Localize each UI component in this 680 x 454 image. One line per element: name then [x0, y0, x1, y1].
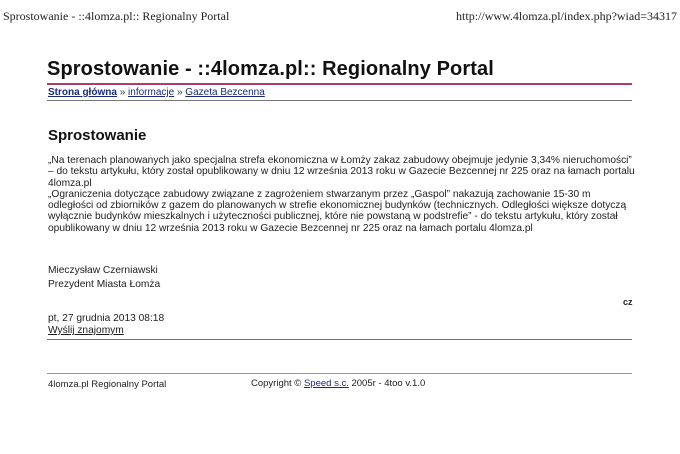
- article-paragraph: „Ograniczenia dotyczące zabudowy związane z zagrożeniem stwarzanym przez „Gaspol” nakazują zachowanie 15-30 m odległości od zbiorników z gazem do planowanych w strefie ekonomicznej budynków (technicznych. Odległości większe dotyczą wyłącznie budynków mieszkalnych i użyteczności publicznej, które nie powstaną w podstrefie” - do tekstu artykułu, który został opublikowany w dniu 12 września 2013 roku w Gazecie Bezcennej nr 225 oraz na łamach portalu 4lomza.pl: [48, 188, 627, 234]
- signature-role: Prezydent Miasta Łomża: [48, 278, 161, 290]
- page-title: Sprostowanie - ::4lomza.pl:: Regionalny Portal: [47, 58, 494, 80]
- company-link[interactable]: Speed s.c.: [303, 378, 349, 389]
- signature-name: Mieczysław Czerniawski: [48, 265, 158, 276]
- breadcrumb-home-link[interactable]: Strona główna: [48, 87, 117, 98]
- title-divider: [47, 83, 632, 85]
- article-paragraph: „Na terenach planowanych jako specjalna strefa ekonomiczna w Łomży zakaz zabudowy obejmuje jedynie 3,34% nieruchomości” – do tekstu artykułu, który został opublikowany w dniu 12 września 2013 roku w Gazecie Bezcennej nr 225 oraz na łamach portalu 4lomza.pl: [48, 155, 635, 189]
- footer-copyright: [251, 378, 425, 389]
- article-divider: [47, 339, 632, 340]
- copyright-suffix: 2005r - 4too v.1.0: [351, 378, 426, 389]
- breadcrumb-separator: »: [119, 87, 126, 98]
- footer-site-name: 4lomza.pl Regionalny Portal: [48, 379, 167, 390]
- breadcrumb-divider: [47, 100, 632, 101]
- language-badge: cz: [623, 297, 633, 307]
- publish-date: pt, 27 grudnia 2013 08:18: [48, 313, 165, 324]
- print-header-title: Sprostowanie - ::4lomza.pl:: Regionalny Portal: [3, 9, 230, 23]
- footer-divider: [47, 373, 632, 374]
- copyright-prefix: Copyright ©: [251, 378, 302, 389]
- breadcrumb-link-informacje[interactable]: informacje: [128, 87, 175, 98]
- print-header: [3, 9, 680, 25]
- article-body: [48, 155, 638, 234]
- breadcrumb: [48, 87, 265, 98]
- breadcrumb-link-gazeta[interactable]: Gazeta Bezcenna: [185, 87, 265, 98]
- article-signature: [48, 264, 160, 291]
- breadcrumb-separator: »: [176, 87, 183, 98]
- send-to-friend-link[interactable]: Wyślij znajomym: [48, 325, 124, 336]
- print-header-url: http://www.4lomza.pl/index.php?wiad=34317: [456, 9, 677, 23]
- article-title: Sprostowanie: [48, 127, 147, 144]
